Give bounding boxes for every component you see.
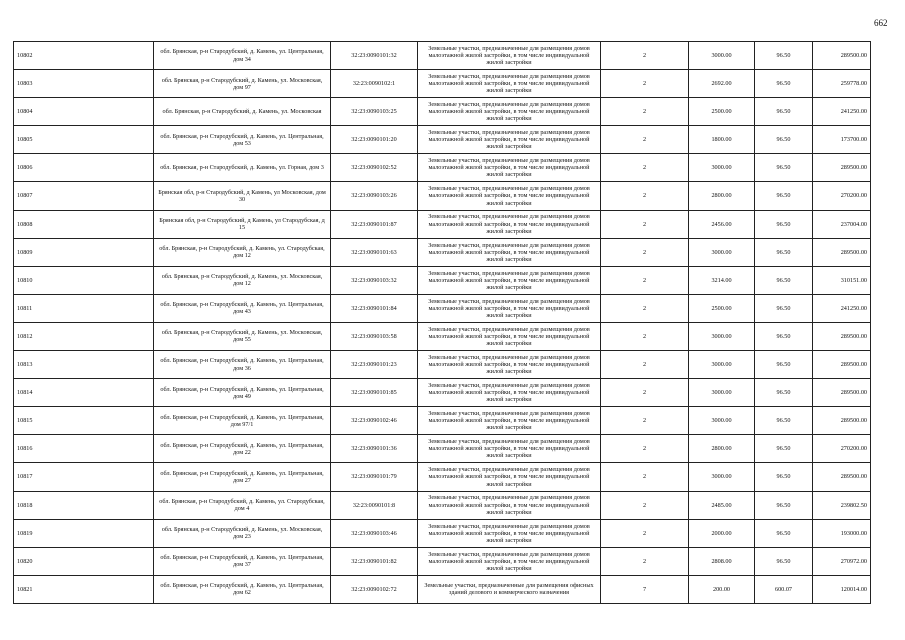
- cell-cadastral-value: 270200.00: [813, 182, 871, 210]
- cell-specific-value: 96.50: [755, 463, 813, 491]
- cell-land-use: Земельные участки, предназначенные для размещения домов малоэтажной жилой застройки, в том числе индивидуальной жилой застройки: [418, 98, 601, 126]
- cell-land-use: Земельные участки, предназначенные для размещения домов малоэтажной жилой застройки, в том числе индивидуальной жилой застройки: [418, 70, 601, 98]
- cell-address: обл. Брянская, р-н Стародубский, д. Камень, ул. Центральная, дом 53: [154, 126, 331, 154]
- cell-specific-value: 96.50: [755, 407, 813, 435]
- cell-area: 2800.00: [689, 182, 755, 210]
- cell-cadastral-number: 32:23:0090102:1: [331, 70, 418, 98]
- cell-cadastral-value: 289500.00: [813, 407, 871, 435]
- cell-area: 3000.00: [689, 322, 755, 350]
- cell-area: 2500.00: [689, 98, 755, 126]
- cell-cadastral-value: 310151.00: [813, 266, 871, 294]
- cell-address: обл. Брянская, р-н Стародубский, д. Камень, ул. Центральная, дом 34: [154, 42, 331, 70]
- cell-cadastral-value: 289500.00: [813, 351, 871, 379]
- cell-group: 2: [601, 379, 689, 407]
- cell-specific-value: 96.50: [755, 126, 813, 154]
- cell-specific-value: 96.50: [755, 238, 813, 266]
- cell-land-use: Земельные участки, предназначенные для размещения домов малоэтажной жилой застройки, в том числе индивидуальной жилой застройки: [418, 519, 601, 547]
- cell-land-use: Земельные участки, предназначенные для размещения домов малоэтажной жилой застройки, в том числе индивидуальной жилой застройки: [418, 182, 601, 210]
- cell-specific-value: 96.50: [755, 322, 813, 350]
- cell-cadastral-value: 241250.00: [813, 98, 871, 126]
- cell-address: обл. Брянская, р-н Стародубский, д. Камень, ул. Горная, дом 3: [154, 154, 331, 182]
- cell-area: 3214.00: [689, 266, 755, 294]
- cell-specific-value: 96.50: [755, 519, 813, 547]
- cell-land-use: Земельные участки, предназначенные для размещения домов малоэтажной жилой застройки, в том числе индивидуальной жилой застройки: [418, 463, 601, 491]
- cell-number: 10802: [14, 42, 154, 70]
- cell-group: 2: [601, 463, 689, 491]
- cell-address: обл. Брянская, р-н Стародубский, д. Камень, ул. Стародубская, дом 12: [154, 238, 331, 266]
- table-row: [14, 322, 871, 350]
- table-row: [14, 547, 871, 575]
- cell-area: 2456.00: [689, 210, 755, 238]
- cell-land-use: Земельные участки, предназначенные для размещения домов малоэтажной жилой застройки, в том числе индивидуальной жилой застройки: [418, 238, 601, 266]
- cell-cadastral-number: 32:23:0090101:23: [331, 351, 418, 379]
- cell-specific-value: 96.50: [755, 182, 813, 210]
- cell-group: 2: [601, 238, 689, 266]
- cell-area: 3000.00: [689, 407, 755, 435]
- table-row: [14, 266, 871, 294]
- cell-cadastral-number: 32:23:0090101:84: [331, 294, 418, 322]
- table-row: [14, 463, 871, 491]
- cell-cadastral-number: 32:23:0090101:79: [331, 463, 418, 491]
- cell-specific-value: 96.50: [755, 435, 813, 463]
- cell-address: обл. Брянская, р-н Стародубский, д. Камень, ул. Московская, дом 55: [154, 322, 331, 350]
- cell-number: 10815: [14, 407, 154, 435]
- table-row: [14, 98, 871, 126]
- cell-area: 200.00: [689, 575, 755, 603]
- cell-area: 2000.00: [689, 519, 755, 547]
- table-row: [14, 407, 871, 435]
- cell-land-use: Земельные участки, предназначенные для размещения домов малоэтажной жилой застройки, в том числе индивидуальной жилой застройки: [418, 294, 601, 322]
- cell-area: 3000.00: [689, 42, 755, 70]
- cell-address: обл. Брянская, р-н Стародубский, д. Камень, ул. Центральная, дом 49: [154, 379, 331, 407]
- cell-land-use: Земельные участки, предназначенные для размещения домов малоэтажной жилой застройки, в том числе индивидуальной жилой застройки: [418, 126, 601, 154]
- cell-area: 3000.00: [689, 238, 755, 266]
- cell-cadastral-number: 32:23:0090102:52: [331, 154, 418, 182]
- cell-address: обл. Брянская, р-н Стародубский, д. Камень, ул. Московская, дом 23: [154, 519, 331, 547]
- cell-specific-value: 96.50: [755, 351, 813, 379]
- cell-cadastral-number: 32:23:0090101:32: [331, 42, 418, 70]
- cell-group: 2: [601, 351, 689, 379]
- cell-land-use: Земельные участки, предназначенные для размещения домов малоэтажной жилой застройки, в том числе индивидуальной жилой застройки: [418, 435, 601, 463]
- cell-number: 10805: [14, 126, 154, 154]
- table-row: [14, 491, 871, 519]
- cell-address: обл. Брянская, р-н Стародубский, д. Камень, ул. Стародубская, дом 4: [154, 491, 331, 519]
- cell-number: 10804: [14, 98, 154, 126]
- cell-address: Брянская обл, р-н Стародубский, д Камень, ул Стародубская, д 15: [154, 210, 331, 238]
- cell-land-use: Земельные участки, предназначенные для размещения домов малоэтажной жилой застройки, в том числе индивидуальной жилой застройки: [418, 42, 601, 70]
- cell-number: 10816: [14, 435, 154, 463]
- cell-cadastral-number: 32:23:0090102:46: [331, 407, 418, 435]
- cell-cadastral-number: 32:23:0090101:20: [331, 126, 418, 154]
- table-row: [14, 575, 871, 603]
- cell-cadastral-value: 173700.00: [813, 126, 871, 154]
- cell-cadastral-number: 32:23:0090101:87: [331, 210, 418, 238]
- cell-area: 2692.00: [689, 70, 755, 98]
- cadastral-value-table: [13, 41, 871, 604]
- cell-group: 2: [601, 322, 689, 350]
- cell-number: 10813: [14, 351, 154, 379]
- cell-specific-value: 96.50: [755, 210, 813, 238]
- cell-group: 2: [601, 210, 689, 238]
- cell-land-use: Земельные участки, предназначенные для размещения домов малоэтажной жилой застройки, в том числе индивидуальной жилой застройки: [418, 154, 601, 182]
- cell-number: 10803: [14, 70, 154, 98]
- cell-number: 10808: [14, 210, 154, 238]
- cell-specific-value: 96.50: [755, 379, 813, 407]
- cell-number: 10812: [14, 322, 154, 350]
- cell-address: обл. Брянская, р-н Стародубский, д. Камень, ул. Центральная, дом 97/1: [154, 407, 331, 435]
- cell-number: 10809: [14, 238, 154, 266]
- cell-group: 2: [601, 154, 689, 182]
- cell-area: 3000.00: [689, 379, 755, 407]
- cell-group: 2: [601, 407, 689, 435]
- table-row: [14, 379, 871, 407]
- cell-cadastral-value: 289500.00: [813, 322, 871, 350]
- cell-cadastral-value: 270200.00: [813, 435, 871, 463]
- cell-number: 10818: [14, 491, 154, 519]
- table-row: [14, 210, 871, 238]
- cell-specific-value: 96.50: [755, 294, 813, 322]
- cell-number: 10819: [14, 519, 154, 547]
- cell-address: Брянская обл, р-н Стародубский, д Камень, ул Московская, дом 30: [154, 182, 331, 210]
- cell-cadastral-number: 32:23:0090101:82: [331, 547, 418, 575]
- cell-specific-value: 96.50: [755, 70, 813, 98]
- table-row: [14, 154, 871, 182]
- cell-area: 3000.00: [689, 463, 755, 491]
- cell-cadastral-value: 289500.00: [813, 238, 871, 266]
- cell-address: обл. Брянская, р-н Стародубский, д. Камень, ул. Московская, дом 97: [154, 70, 331, 98]
- cell-address: обл. Брянская, р-н Стародубский, д. Камень, ул. Центральная, дом 43: [154, 294, 331, 322]
- cell-cadastral-value: 193000.00: [813, 519, 871, 547]
- cell-cadastral-value: 289500.00: [813, 154, 871, 182]
- cell-cadastral-number: 32:23:0090102:72: [331, 575, 418, 603]
- cell-group: 2: [601, 435, 689, 463]
- page-number: 662: [874, 18, 888, 28]
- table-row: [14, 435, 871, 463]
- cell-cadastral-number: 32:23:0090103:58: [331, 322, 418, 350]
- cell-number: 10817: [14, 463, 154, 491]
- cell-address: обл. Брянская, р-н Стародубский, д. Камень, ул. Центральная, дом 27: [154, 463, 331, 491]
- cell-specific-value: 96.50: [755, 266, 813, 294]
- cell-cadastral-value: 259778.00: [813, 70, 871, 98]
- cell-cadastral-number: 32:23:0090103:25: [331, 98, 418, 126]
- cell-number: 10806: [14, 154, 154, 182]
- cell-group: 7: [601, 575, 689, 603]
- cell-area: 3000.00: [689, 154, 755, 182]
- cell-cadastral-value: 120014.00: [813, 575, 871, 603]
- cell-cadastral-number: 32:23:0090103:32: [331, 266, 418, 294]
- cell-specific-value: 96.50: [755, 42, 813, 70]
- cell-group: 2: [601, 98, 689, 126]
- table-row: [14, 351, 871, 379]
- cell-group: 2: [601, 491, 689, 519]
- cell-address: обл. Брянская, р-н Стародубский, д. Камень, ул. Центральная, дом 62: [154, 575, 331, 603]
- cell-cadastral-value: 239802.50: [813, 491, 871, 519]
- cell-cadastral-number: 32:23:0090101:63: [331, 238, 418, 266]
- cell-area: 2485.00: [689, 491, 755, 519]
- cell-cadastral-number: 32:23:0090101:36: [331, 435, 418, 463]
- cell-cadastral-value: 270972.00: [813, 547, 871, 575]
- cell-cadastral-value: 289500.00: [813, 379, 871, 407]
- cell-specific-value: 96.50: [755, 154, 813, 182]
- cell-number: 10810: [14, 266, 154, 294]
- cell-number: 10811: [14, 294, 154, 322]
- cell-land-use: Земельные участки, предназначенные для размещения домов малоэтажной жилой застройки, в том числе индивидуальной жилой застройки: [418, 379, 601, 407]
- cell-group: 2: [601, 126, 689, 154]
- cell-address: обл. Брянская, р-н Стародубский, д. Камень, ул. Центральная, дом 36: [154, 351, 331, 379]
- cell-area: 1800.00: [689, 126, 755, 154]
- table-row: [14, 182, 871, 210]
- cell-cadastral-value: 237004.00: [813, 210, 871, 238]
- cell-land-use: Земельные участки, предназначенные для размещения офисных зданий делового и коммерческого назначения: [418, 575, 601, 603]
- table-row: [14, 519, 871, 547]
- cell-specific-value: 96.50: [755, 547, 813, 575]
- cell-land-use: Земельные участки, предназначенные для размещения домов малоэтажной жилой застройки, в том числе индивидуальной жилой застройки: [418, 547, 601, 575]
- cell-number: 10821: [14, 575, 154, 603]
- cell-area: 2808.00: [689, 547, 755, 575]
- table-row: [14, 126, 871, 154]
- cell-cadastral-number: 32:23:0090101:8: [331, 491, 418, 519]
- cell-specific-value: 96.50: [755, 491, 813, 519]
- cell-address: обл. Брянская, р-н Стародубский, д. Камень, ул. Центральная, дом 37: [154, 547, 331, 575]
- cell-group: 2: [601, 519, 689, 547]
- cell-land-use: Земельные участки, предназначенные для размещения домов малоэтажной жилой застройки, в том числе индивидуальной жилой застройки: [418, 210, 601, 238]
- cell-cadastral-value: 289500.00: [813, 42, 871, 70]
- table-row: [14, 42, 871, 70]
- cell-cadastral-number: 32:23:0090103:46: [331, 519, 418, 547]
- cell-number: 10820: [14, 547, 154, 575]
- table-row: [14, 238, 871, 266]
- cell-group: 2: [601, 547, 689, 575]
- cell-group: 2: [601, 70, 689, 98]
- cell-cadastral-number: 32:23:0090103:26: [331, 182, 418, 210]
- table-row: [14, 294, 871, 322]
- cell-land-use: Земельные участки, предназначенные для размещения домов малоэтажной жилой застройки, в том числе индивидуальной жилой застройки: [418, 266, 601, 294]
- cell-cadastral-number: 32:23:0090101:85: [331, 379, 418, 407]
- cell-land-use: Земельные участки, предназначенные для размещения домов малоэтажной жилой застройки, в том числе индивидуальной жилой застройки: [418, 407, 601, 435]
- cell-cadastral-value: 289500.00: [813, 463, 871, 491]
- cell-area: 2800.00: [689, 435, 755, 463]
- cell-number: 10807: [14, 182, 154, 210]
- cell-group: 2: [601, 294, 689, 322]
- cell-group: 2: [601, 42, 689, 70]
- cell-specific-value: 96.50: [755, 98, 813, 126]
- cell-number: 10814: [14, 379, 154, 407]
- cell-address: обл. Брянская, р-н Стародубский, д. Камень, ул. Московская, дом 12: [154, 266, 331, 294]
- cell-group: 2: [601, 182, 689, 210]
- cell-area: 3000.00: [689, 351, 755, 379]
- table-body: [14, 42, 871, 604]
- cell-specific-value: 600.07: [755, 575, 813, 603]
- cell-area: 2500.00: [689, 294, 755, 322]
- cell-address: обл. Брянская, р-н Стародубский, д. Камень, ул. Центральная, дом 22: [154, 435, 331, 463]
- cell-land-use: Земельные участки, предназначенные для размещения домов малоэтажной жилой застройки, в том числе индивидуальной жилой застройки: [418, 322, 601, 350]
- cell-land-use: Земельные участки, предназначенные для размещения домов малоэтажной жилой застройки, в том числе индивидуальной жилой застройки: [418, 491, 601, 519]
- table-row: [14, 70, 871, 98]
- cell-address: обл. Брянская, р-н Стародубский, д. Камень, ул. Московская: [154, 98, 331, 126]
- cell-cadastral-value: 241250.00: [813, 294, 871, 322]
- cell-land-use: Земельные участки, предназначенные для размещения домов малоэтажной жилой застройки, в том числе индивидуальной жилой застройки: [418, 351, 601, 379]
- cell-group: 2: [601, 266, 689, 294]
